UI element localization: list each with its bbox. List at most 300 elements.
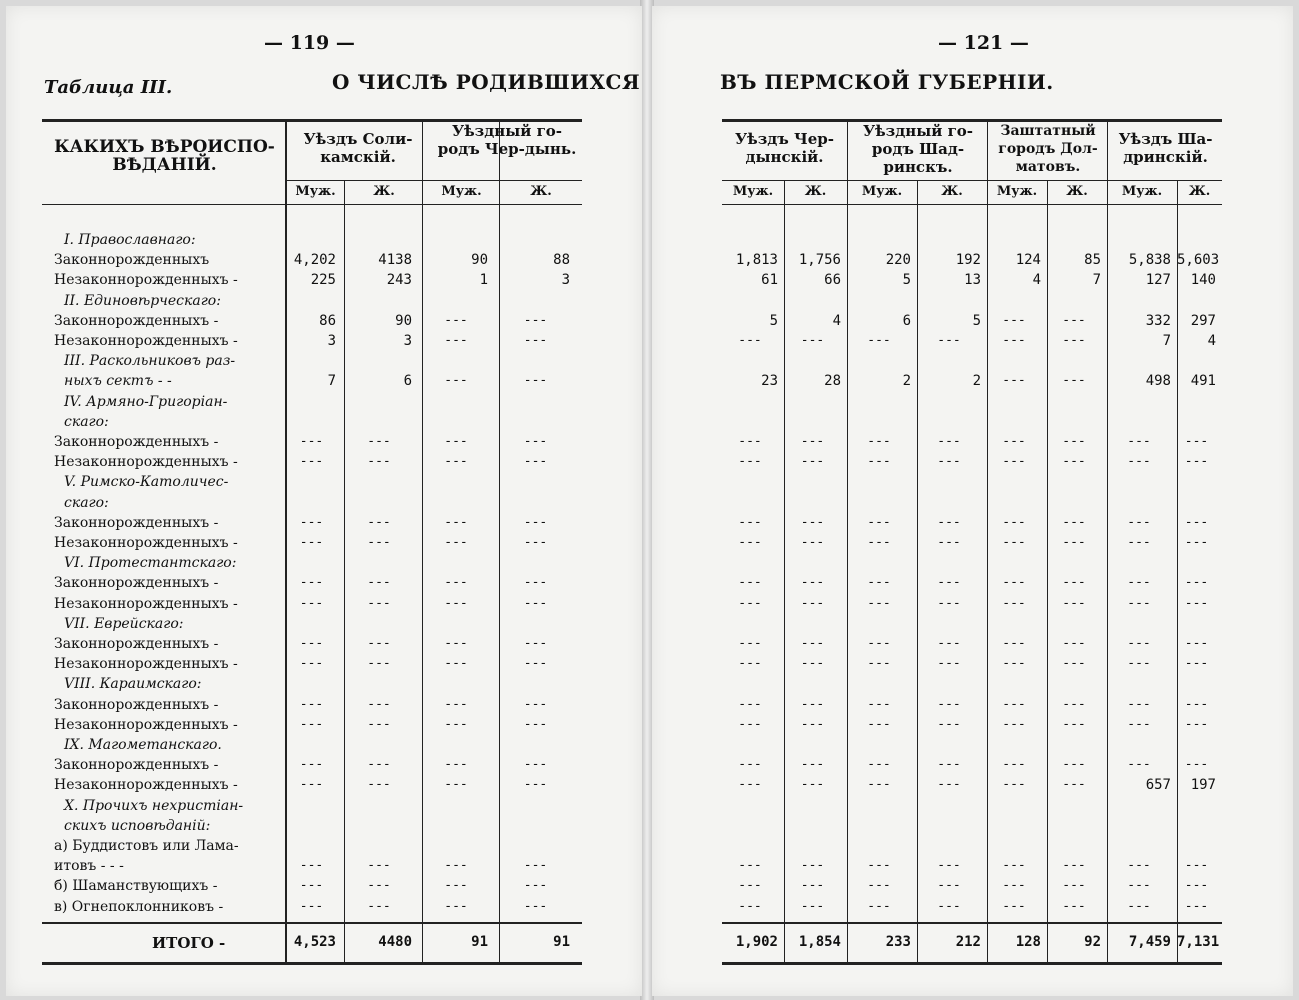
table-cell: --- [937, 595, 961, 611]
table-cell: 5,603 [1177, 252, 1220, 269]
table-cell: --- [299, 636, 324, 651]
table-cell: 197 [1190, 777, 1216, 794]
table-cell: --- [1184, 878, 1209, 894]
table-cell: --- [523, 878, 548, 894]
table-cell: --- [1002, 898, 1026, 914]
total-cell: 91 [553, 934, 570, 950]
header-women: Ж. [1188, 184, 1211, 199]
table-cell: --- [523, 454, 548, 470]
table-cell: --- [1062, 656, 1086, 672]
row-label: скаго: [64, 494, 109, 511]
left-page-number: — 119 — [264, 32, 355, 54]
table-cell: --- [1002, 312, 1026, 328]
row-label: скаго: [64, 413, 109, 430]
table-cell: 297 [1190, 312, 1216, 329]
table-cell: --- [1062, 858, 1086, 874]
table-cell: --- [937, 898, 961, 914]
table-cell: --- [1127, 716, 1151, 732]
table-cell: --- [937, 696, 961, 712]
table-cell: 6 [403, 373, 412, 390]
table-cell: --- [1062, 312, 1086, 328]
table-cell: --- [1127, 514, 1151, 530]
table-cell: --- [1062, 696, 1086, 712]
table-cell: 88 [553, 252, 570, 269]
table-cell: --- [367, 434, 391, 449]
table-cell: 140 [1190, 272, 1216, 289]
table-cell: 124 [1015, 252, 1041, 269]
table-cell: --- [1127, 696, 1151, 712]
row-label: Незаконнорожденныхъ - [54, 272, 238, 289]
table-cell: --- [800, 696, 825, 712]
table-cell: --- [738, 716, 762, 732]
row-label: Законнорожденныхъ - [54, 757, 219, 774]
table-cell: 5,838 [1128, 252, 1171, 269]
header-cherdyn: Уѣздный го-родъ Чер-дынь. [437, 122, 577, 158]
header-men: Муж. [1121, 184, 1163, 199]
table-cell: --- [1184, 595, 1209, 611]
table-cell: --- [523, 373, 548, 389]
right-table [722, 119, 1222, 965]
table-cell: --- [444, 595, 468, 611]
total-cell: 7,131 [1177, 934, 1220, 950]
table-cell: --- [937, 535, 961, 550]
table-cell: --- [1127, 656, 1151, 672]
table-cell: --- [800, 333, 825, 348]
table-cell: --- [1062, 878, 1086, 894]
table-cell: --- [523, 858, 548, 874]
table-cell: --- [867, 858, 891, 874]
table-cell: --- [738, 595, 762, 611]
table-cell: --- [1127, 434, 1151, 449]
table-cell: --- [937, 636, 961, 651]
table-cell: --- [867, 434, 891, 449]
table-cell: --- [1002, 514, 1026, 530]
table-cell: --- [800, 898, 825, 914]
table-cell: --- [1062, 777, 1086, 793]
table-cell: --- [299, 454, 324, 470]
total-cell: 1,854 [798, 934, 841, 950]
table-cell: --- [523, 777, 548, 793]
total-cell: 212 [955, 934, 981, 950]
table-cell: --- [444, 656, 468, 672]
total-label: ИТОГО - [152, 934, 226, 952]
row-label: Незаконнорожденныхъ - [54, 716, 238, 733]
table-cell: --- [444, 454, 468, 470]
row-label: Законнорожденныхъ - [54, 434, 219, 450]
table-cell: 7 [327, 373, 336, 390]
table-cell: --- [1127, 878, 1151, 894]
total-cell: 4480 [378, 934, 412, 950]
table-cell: --- [444, 312, 468, 328]
table-cell: --- [523, 312, 548, 328]
table-cell: 2 [902, 373, 911, 390]
header-men: Муж. [441, 184, 482, 199]
header-men: Муж. [732, 184, 774, 199]
table-cell: --- [367, 716, 391, 732]
row-label: I. Православнаго: [64, 232, 196, 248]
table-cell: --- [444, 878, 468, 894]
table-cell: --- [1062, 454, 1086, 470]
table-cell: 4,202 [293, 252, 336, 269]
table-cell: --- [1002, 757, 1026, 773]
table-cell: 4 [832, 312, 841, 329]
table-cell: --- [800, 575, 825, 591]
table-cell: --- [523, 595, 548, 611]
table-cell: --- [1002, 373, 1026, 389]
table-cell: 5 [902, 272, 911, 289]
table-cell: --- [299, 878, 324, 894]
table-cell: --- [800, 716, 825, 732]
table-cell: 225 [310, 272, 336, 289]
table-cell: --- [1062, 716, 1086, 732]
header-women: Ж. [1066, 184, 1088, 199]
table-cell: --- [800, 878, 825, 894]
table-cell: --- [867, 898, 891, 914]
table-cell: 5 [769, 312, 778, 329]
table-cell: --- [444, 858, 468, 874]
table-cell: 243 [386, 272, 412, 289]
table-cell: --- [867, 716, 891, 732]
table-cell: --- [1002, 858, 1026, 874]
header-men: Муж. [996, 184, 1038, 199]
table-cell: --- [299, 575, 324, 591]
table-cell: --- [800, 434, 825, 449]
row-label: Незаконнорожденныхъ - [54, 656, 238, 673]
table-cell: --- [1002, 454, 1026, 470]
table-cell: --- [444, 333, 468, 348]
table-cell: --- [800, 777, 825, 793]
table-cell: --- [299, 595, 324, 611]
table-cell: 5 [972, 312, 981, 329]
table-cell: --- [1002, 716, 1026, 732]
table-cell: --- [367, 777, 391, 793]
table-cell: --- [523, 696, 548, 712]
table-cell: --- [444, 777, 468, 793]
table-cell: --- [738, 656, 762, 672]
row-label: б) Шаманствующихъ - [54, 878, 218, 895]
table-cell: --- [937, 757, 961, 773]
table-cell: --- [523, 434, 548, 449]
header-women: Ж. [530, 184, 552, 199]
row-label: скихъ исповѣданій: [64, 817, 211, 834]
table-cell: --- [523, 333, 548, 348]
table-cell: 1 [479, 272, 488, 289]
table-cell: --- [1002, 878, 1026, 894]
table-cell: 4 [1032, 272, 1041, 289]
table-cell: --- [738, 575, 762, 591]
table-cell: --- [1062, 535, 1086, 550]
row-label: VI. Протестантскаго: [64, 555, 237, 572]
table-cell: 85 [1084, 252, 1101, 269]
table-cell: --- [1002, 575, 1026, 591]
table-cell: 127 [1145, 272, 1171, 289]
table-cell: --- [937, 716, 961, 732]
table-cell: --- [1184, 696, 1209, 712]
table-cell: --- [444, 535, 468, 550]
header-women: Ж. [373, 184, 395, 199]
table-cell: --- [937, 575, 961, 591]
rowhead-header: КАКИХЪ ВѢРОИСПО-ВѢДАНІЙ. [54, 137, 275, 175]
table-cell: --- [1184, 898, 1209, 914]
table-cell: --- [367, 696, 391, 712]
table-cell: --- [299, 777, 324, 793]
table-cell: --- [738, 454, 762, 470]
table-cell: 220 [885, 252, 911, 269]
table-cell: --- [738, 757, 762, 773]
table-cell: --- [937, 333, 961, 348]
header-shadrinsk-town: Уѣздный го-родъ Шад-ринскъ. [862, 122, 974, 176]
table-cell: --- [738, 535, 762, 550]
table-cell: --- [1184, 858, 1209, 874]
table-cell: --- [738, 878, 762, 894]
table-cell: 90 [471, 252, 488, 269]
table-cell: --- [367, 535, 391, 550]
table-cell: 498 [1145, 373, 1171, 390]
total-cell: 92 [1084, 934, 1101, 950]
total-cell: 7,459 [1128, 934, 1171, 950]
table-cell: 332 [1145, 312, 1171, 329]
table-cell: --- [1062, 333, 1086, 348]
table-cell: --- [937, 777, 961, 793]
table-cell: --- [867, 878, 891, 894]
table-cell: 1,813 [735, 252, 778, 269]
left-page [6, 6, 642, 996]
table-cell: --- [367, 757, 391, 773]
table-cell: 1,756 [798, 252, 841, 269]
table-cell: --- [367, 636, 391, 651]
header-women: Ж. [804, 184, 827, 199]
row-label: Законнорожденныхъ - [54, 575, 219, 592]
table-cell: 3 [561, 272, 570, 289]
table-cell: 13 [964, 272, 981, 289]
row-label: IV. Армяно-Григоріан- [64, 393, 228, 410]
table-cell: --- [299, 757, 324, 773]
header-men: Муж. [295, 184, 336, 199]
row-label: Незаконнорожденныхъ - [54, 535, 238, 551]
table-cell: --- [367, 858, 391, 874]
table-cell: --- [1062, 595, 1086, 611]
table-cell: --- [1002, 535, 1026, 550]
table-cell: --- [738, 434, 762, 449]
table-cell: --- [299, 434, 324, 449]
table-cell: --- [937, 514, 961, 530]
left-table [42, 119, 582, 965]
table-cell: --- [1184, 434, 1209, 449]
row-label: итовъ - - - [54, 858, 124, 875]
table-cell: --- [867, 454, 891, 470]
table-cell: --- [1002, 777, 1026, 793]
table-cell: --- [523, 716, 548, 732]
table-cell: --- [800, 656, 825, 672]
table-cell: --- [299, 656, 324, 672]
table-cell: 61 [761, 272, 778, 289]
table-cell: 7 [1162, 333, 1171, 349]
table-cell: --- [1184, 514, 1209, 530]
table-cell: --- [1002, 595, 1026, 611]
header-men: Муж. [861, 184, 903, 199]
table-cell: --- [1062, 373, 1086, 389]
row-label: Законнорожденныхъ [54, 252, 210, 269]
table-cell: --- [444, 757, 468, 773]
table-cell: --- [444, 636, 468, 651]
row-label: VIII. Караимскаго: [64, 676, 202, 693]
table-cell: --- [367, 878, 391, 894]
table-cell: 4138 [378, 252, 412, 269]
table-cell: --- [800, 595, 825, 611]
table-cell: --- [1002, 656, 1026, 672]
row-label: VII. Еврейскаго: [64, 615, 184, 632]
table-cell: --- [299, 535, 324, 550]
table-cell: --- [800, 636, 825, 651]
table-cell: --- [937, 656, 961, 672]
row-label: Законнорожденныхъ - [54, 312, 219, 329]
row-label: Законнорожденныхъ - [54, 514, 219, 531]
table-label: Таблица III. [44, 77, 173, 98]
row-label: Незаконнорожденныхъ - [54, 333, 238, 349]
table-cell: --- [444, 898, 468, 914]
table-cell: --- [367, 454, 391, 470]
table-cell: 90 [395, 312, 412, 329]
table-cell: 3 [403, 333, 412, 349]
table-cell: --- [937, 434, 961, 449]
table-cell: 657 [1145, 777, 1171, 794]
table-cell: --- [738, 898, 762, 914]
table-cell: --- [1184, 636, 1209, 651]
table-cell: 66 [824, 272, 841, 289]
total-cell: 91 [471, 934, 488, 950]
table-cell: 2 [972, 373, 981, 390]
table-cell: --- [738, 696, 762, 712]
row-label: Незаконнорожденныхъ - [54, 595, 238, 612]
table-cell: --- [800, 858, 825, 874]
table-cell: 6 [902, 312, 911, 329]
table-cell: --- [738, 333, 762, 348]
table-cell: --- [867, 333, 891, 348]
table-cell: --- [299, 514, 324, 530]
table-cell: 86 [319, 312, 336, 329]
table-cell: --- [1062, 575, 1086, 591]
table-cell: --- [444, 373, 468, 389]
table-cell: 4 [1207, 333, 1216, 349]
table-cell: --- [800, 757, 825, 773]
table-cell: --- [1127, 575, 1151, 591]
table-cell: --- [367, 575, 391, 591]
table-cell: --- [1184, 575, 1209, 591]
row-label: Законнорожденныхъ - [54, 696, 219, 713]
table-cell: --- [523, 575, 548, 591]
table-cell: 7 [1092, 272, 1101, 289]
table-cell: --- [523, 898, 548, 914]
table-cell: --- [1127, 595, 1151, 611]
table-cell: --- [367, 656, 391, 672]
row-label: II. Единовѣрческаго: [64, 292, 221, 309]
row-label: а) Буддистовъ или Лама- [54, 838, 239, 854]
table-cell: --- [1127, 454, 1151, 470]
table-cell: --- [367, 898, 391, 914]
table-cell: --- [299, 716, 324, 732]
header-shadrinsk-uezd: Уѣздъ Ша-дринскій. [1118, 130, 1213, 166]
table-cell: --- [1002, 434, 1026, 449]
table-cell: --- [867, 656, 891, 672]
table-cell: --- [1062, 757, 1086, 773]
table-cell: 491 [1190, 373, 1216, 390]
row-label: V. Римско-Католичес- [64, 474, 229, 491]
left-heading: О ЧИСЛѢ РОДИВШИХСЯ [332, 70, 641, 94]
row-label: ныхъ сектъ - - [64, 373, 172, 390]
header-solikamsk: Уѣздъ Соли-камскій. [303, 130, 413, 166]
table-cell: --- [1127, 757, 1151, 773]
table-cell: --- [738, 636, 762, 651]
header-cherdynsk-uezd: Уѣздъ Чер-дынскій. [735, 130, 834, 166]
table-cell: --- [523, 656, 548, 672]
table-cell: 28 [824, 373, 841, 390]
table-cell: --- [867, 514, 891, 530]
table-cell: --- [444, 696, 468, 712]
table-cell: --- [800, 535, 825, 550]
right-page [652, 6, 1293, 996]
total-cell: 1,902 [735, 934, 778, 950]
table-cell: 3 [327, 333, 336, 349]
table-cell: --- [299, 858, 324, 874]
table-cell: --- [367, 514, 391, 530]
table-cell: --- [867, 636, 891, 651]
table-cell: 23 [761, 373, 778, 390]
table-cell: --- [523, 757, 548, 773]
right-heading: ВЪ ПЕРМСКОЙ ГУБЕРНІИ. [720, 70, 1054, 94]
row-label: III. Раскольниковъ раз- [64, 353, 236, 370]
table-cell: --- [738, 514, 762, 530]
table-cell: --- [299, 696, 324, 712]
row-label: в) Огнепоклонниковъ - [54, 898, 224, 915]
total-cell: 233 [885, 934, 911, 950]
table-cell: --- [1184, 757, 1209, 773]
table-cell: --- [444, 575, 468, 591]
table-cell: --- [1184, 716, 1209, 732]
right-page-number: — 121 — [938, 32, 1029, 54]
table-cell: --- [444, 434, 468, 449]
table-cell: --- [1062, 514, 1086, 530]
total-cell: 128 [1015, 934, 1041, 950]
table-cell: --- [937, 454, 961, 470]
table-cell: --- [867, 696, 891, 712]
header-women: Ж. [941, 184, 963, 199]
table-cell: 192 [955, 252, 981, 269]
table-cell: --- [1002, 333, 1026, 348]
table-cell: --- [1062, 434, 1086, 449]
table-cell: --- [1184, 454, 1209, 470]
table-cell: --- [444, 514, 468, 530]
table-cell: --- [867, 777, 891, 793]
total-cell: 4,523 [293, 934, 336, 950]
table-cell: --- [1184, 656, 1209, 672]
table-cell: --- [867, 595, 891, 611]
table-cell: --- [1127, 858, 1151, 874]
row-label: Законнорожденныхъ - [54, 636, 219, 652]
table-cell: --- [523, 636, 548, 651]
table-cell: --- [1127, 535, 1151, 550]
table-cell: --- [738, 858, 762, 874]
table-cell: --- [1062, 636, 1086, 651]
row-label: X. Прочихъ нехристіан- [64, 797, 244, 814]
header-dolmatov: Заштатный городъ Дол-матовъ. [998, 123, 1098, 175]
table-cell: --- [800, 454, 825, 470]
table-cell: --- [367, 595, 391, 611]
table-cell: --- [1062, 898, 1086, 914]
table-cell: --- [1002, 696, 1026, 712]
row-label: IX. Магометанскаго. [64, 737, 222, 753]
table-cell: --- [1127, 636, 1151, 651]
table-cell: --- [937, 858, 961, 874]
